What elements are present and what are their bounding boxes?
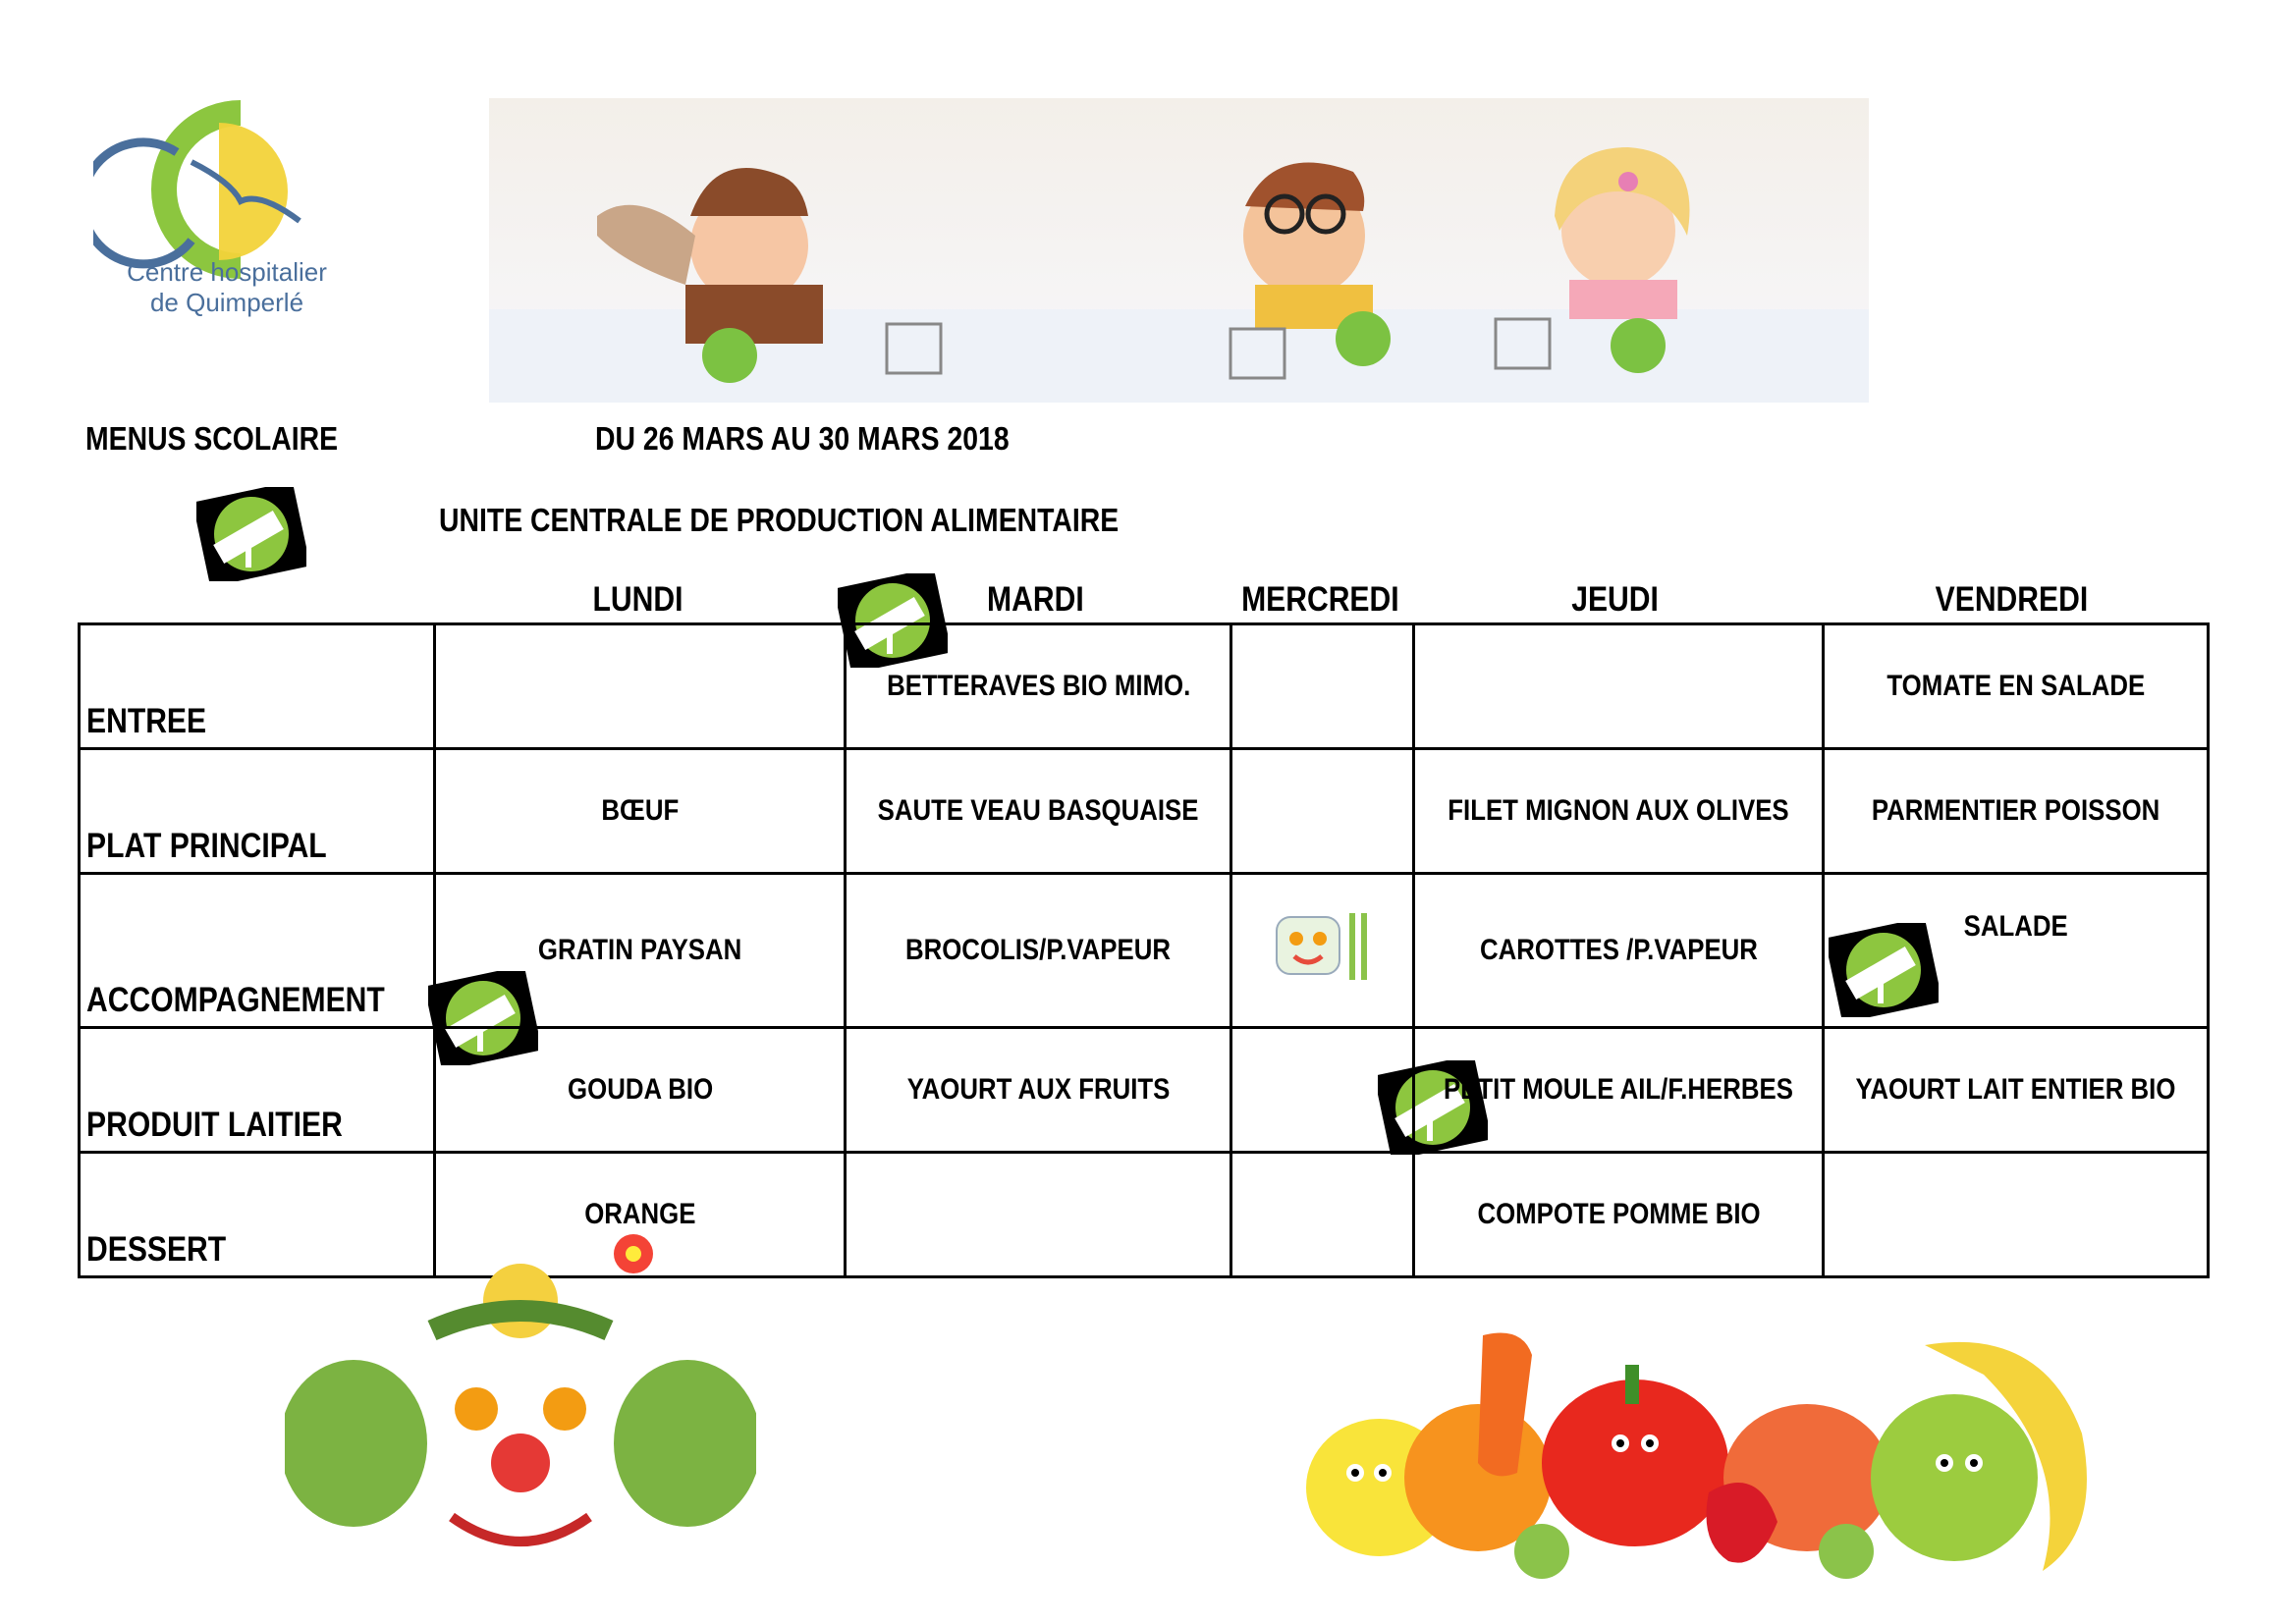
table-row bbox=[80, 1028, 2209, 1153]
menu-cell bbox=[1231, 874, 1414, 1028]
menu-cell bbox=[846, 1153, 1231, 1277]
day-header: JEUDI bbox=[1571, 580, 1659, 619]
logo-line-1: Centre hospitalier bbox=[127, 257, 327, 287]
row-label: ACCOMPAGNEMENT bbox=[80, 874, 435, 1028]
menu-cell: SAUTE VEAU BASQUAISE bbox=[846, 749, 1231, 874]
day-header: MERCREDI bbox=[1241, 580, 1399, 619]
table-row bbox=[80, 624, 2209, 749]
menu-cell: BROCOLIS/P.VAPEUR bbox=[846, 874, 1231, 1028]
menu-cell: FILET MIGNON AUX OLIVES bbox=[1414, 749, 1824, 874]
menu-cell: BŒUF bbox=[435, 749, 846, 874]
menu-cell: COMPOTE POMME BIO bbox=[1414, 1153, 1824, 1277]
day-header: LUNDI bbox=[592, 580, 683, 619]
menu-dates: DU 26 MARS AU 30 MARS 2018 bbox=[595, 420, 1010, 457]
menu-cell bbox=[435, 624, 846, 749]
plate-face-icon bbox=[1269, 907, 1377, 986]
menu-cell bbox=[1231, 749, 1414, 874]
menu-cell: GRATIN PAYSAN bbox=[435, 874, 846, 1028]
day-header: VENDREDI bbox=[1935, 580, 2088, 619]
logo-text bbox=[94, 257, 359, 318]
table-row bbox=[80, 874, 2209, 1028]
menu-cell bbox=[1231, 1028, 1414, 1153]
row-label: PLAT PRINCIPAL bbox=[80, 749, 435, 874]
vegetable-clown-face-illustration bbox=[285, 1232, 756, 1596]
menu-cell: BETTERAVES BIO MIMO. bbox=[846, 624, 1231, 749]
children-eating-illustration bbox=[489, 98, 1869, 403]
bio-badge-icon bbox=[196, 487, 306, 581]
menu-cell bbox=[1231, 1153, 1414, 1277]
menu-cell: GOUDA BIO bbox=[435, 1028, 846, 1153]
menu-cell bbox=[1231, 624, 1414, 749]
menu-cell: TOMATE EN SALADE bbox=[1824, 624, 2209, 749]
day-header: MARDI bbox=[987, 580, 1084, 619]
logo-line-2: de Quimperlé bbox=[149, 288, 304, 317]
production-unit: UNITE CENTRALE DE PRODUCTION ALIMENTAIRE bbox=[439, 502, 1120, 538]
menu-title: MENUS SCOLAIRE bbox=[85, 420, 339, 457]
menu-cell: PETIT MOULE AIL/F.HERBES bbox=[1414, 1028, 1824, 1153]
table-row bbox=[80, 749, 2209, 874]
menu-cell: CAROTTES /P.VAPEUR bbox=[1414, 874, 1824, 1028]
menu-cell: ORANGE bbox=[435, 1153, 846, 1277]
row-label: ENTREE bbox=[80, 624, 435, 749]
menu-cell bbox=[1414, 624, 1824, 749]
row-label: PRODUIT LAITIER bbox=[80, 1028, 435, 1153]
menu-cell: YAOURT LAIT ENTIER BIO bbox=[1824, 1028, 2209, 1153]
menu-cell: PARMENTIER POISSON bbox=[1824, 749, 2209, 874]
menu-cell: YAOURT AUX FRUITS bbox=[846, 1028, 1231, 1153]
fruits-vegetables-illustration bbox=[1296, 1316, 2151, 1591]
menu-table bbox=[78, 622, 2210, 1278]
menu-cell: SALADE bbox=[1824, 874, 2209, 1028]
menu-cell bbox=[1824, 1153, 2209, 1277]
row-label: DESSERT bbox=[80, 1153, 435, 1277]
